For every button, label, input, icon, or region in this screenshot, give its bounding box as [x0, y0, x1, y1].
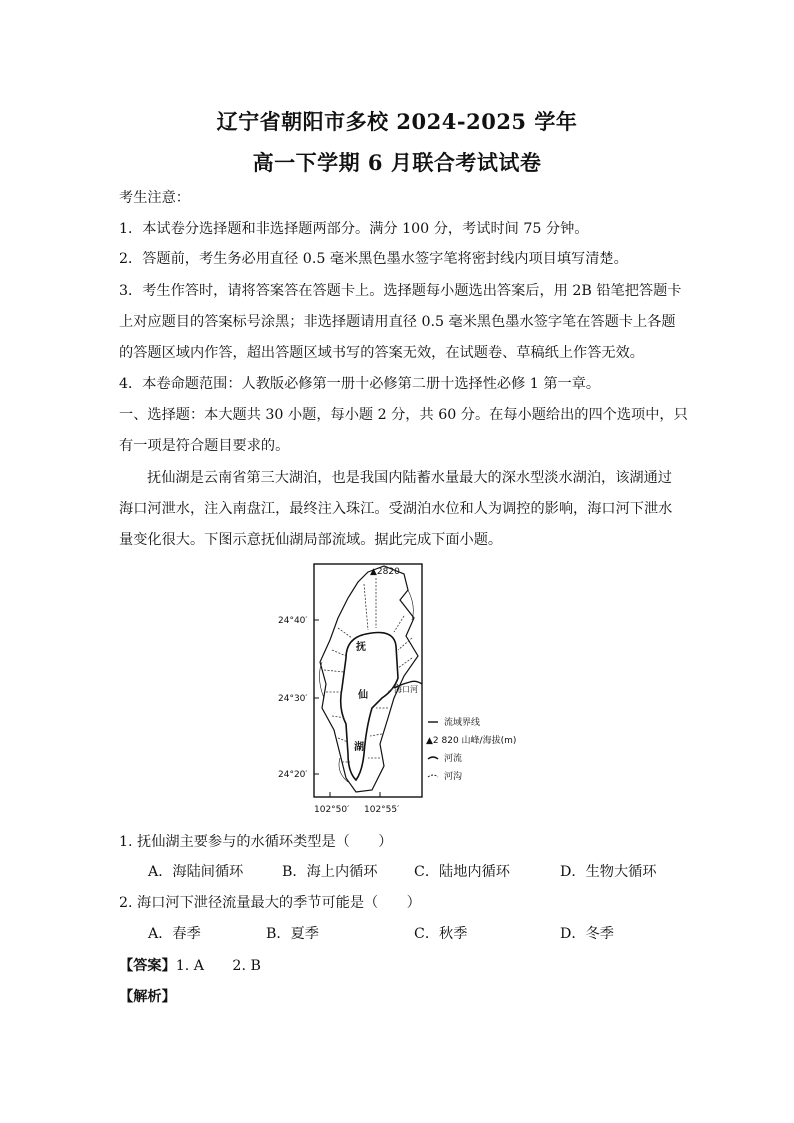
question-2-stem: 2. 海口河下泄径流量最大的季节可能是（ ）	[119, 895, 421, 911]
lat-label-2420: 24°20′	[278, 770, 308, 780]
question-1-option-b[interactable]: B．海上内循环	[282, 864, 378, 880]
answer-label: 【答案】	[119, 958, 176, 974]
notice-item-3: 3．考生作答时，请将答案答在答题卡上。选择题每小题选出答案后，用 2B 铅笔把答题卡	[119, 283, 682, 299]
question-1-stem: 1. 抚仙湖主要参与的水循环类型是（ ）	[119, 834, 393, 850]
question-1-option-d[interactable]: D．生物大循环	[560, 864, 657, 880]
peak-label: ▲2820	[370, 567, 400, 577]
notice-item-3-cont: 上对应题目的答案标号涂黑；非选择题请用直径 0.5 毫米黑色墨水签字笔在答题卡上各题	[119, 314, 676, 330]
question-2-option-a[interactable]: A．春季	[148, 926, 201, 942]
page-title-line2: 高一下学期 6 月联合考试试卷	[252, 150, 542, 175]
notice-item-2: 2．答题前，考生务必用直径 0.5 毫米黑色墨水签字笔将密封线内项目填写清楚。	[119, 251, 628, 267]
lake-char-fu: 抚	[356, 642, 366, 653]
legend	[426, 716, 516, 782]
notice-heading: 考生注意：	[119, 190, 190, 206]
notice-item-3-cont2: 的答题区域内作答，超出答题区域书写的答案无效，在试题卷、草稿纸上作答无效。	[119, 345, 644, 361]
lat-label-2430: 24°30′	[278, 694, 308, 704]
lat-label-2440: 24°40′	[278, 616, 308, 626]
page-title-line1: 辽宁省朝阳市多校 2024-2025 学年	[216, 109, 578, 134]
fuxian-lake-map	[276, 558, 517, 820]
legend-peak-label: ▲2 820 山峰/海拔(m)	[426, 736, 517, 746]
legend-river-label: 河流	[444, 754, 463, 764]
question-2-option-d[interactable]: D．冬季	[560, 926, 614, 942]
passage-line-1: 抚仙湖是云南省第三大湖泊，也是我国内陆蓄水量最大的深水型淡水湖泊，该湖通过	[147, 470, 672, 486]
question-2-option-b[interactable]: B．夏季	[266, 926, 319, 942]
section-heading-cont: 有一项是符合题目要求的。	[119, 438, 290, 454]
river-name-label: 海口河	[394, 685, 418, 694]
legend-gully-symbol	[428, 775, 438, 777]
lake-char-xian: 仙	[358, 690, 368, 701]
analysis-label: 【解析】	[119, 989, 176, 1005]
legend-boundary-label: 流域界线	[444, 718, 481, 728]
legend-gully-label: 河沟	[444, 772, 463, 782]
answer-line	[119, 956, 679, 976]
legend-river-symbol	[428, 757, 438, 759]
lon-label-10255: 102°55′	[364, 805, 400, 815]
notice-item-4: 4．本卷命题范围：人教版必修第一册十必修第二册十选择性必修 1 第一章。	[119, 376, 601, 392]
notice-item-1: 1．本试卷分选择题和非选择题两部分。满分 100 分，考试时间 75 分钟。	[119, 221, 589, 237]
question-1-option-a[interactable]: A．海陆间循环	[148, 864, 244, 880]
lon-label-10250: 102°50′	[314, 805, 350, 815]
passage-line-2: 海口河泄水，注入南盘江，最终注入珠江。受湖泊水位和人为调控的影响，海口河下泄水	[119, 501, 673, 517]
answer-text: 1. A 2. B	[175, 958, 261, 974]
section-heading: 一、选择题：本大题共 30 小题，每小题 2 分，共 60 分。在每小题给出的四个选项中，只	[119, 407, 688, 423]
passage-line-3: 量变化很大。下图示意抚仙湖局部流域。据此完成下面小题。	[119, 532, 503, 548]
question-2-option-c[interactable]: C．秋季	[414, 926, 468, 942]
lake-char-hu: 湖	[354, 742, 364, 753]
question-1-option-c[interactable]: C．陆地内循环	[414, 864, 510, 880]
